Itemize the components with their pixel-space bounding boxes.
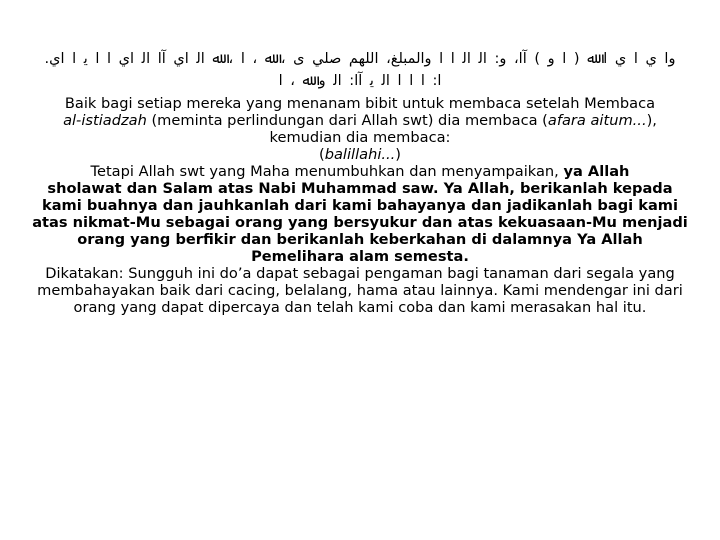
paragraph-balillahi	[30, 146, 690, 163]
close-paren: )	[395, 146, 401, 163]
istiadzah-explanation: (meminta perlindungan dari Allah swt) dia membaca (	[146, 112, 548, 129]
paragraph-prayer-bold: sholawat dan Salam atas Nabi Muhammad saw. Ya Allah, berikanlah kepada kami buahnya dan jauhkanlah dari kami bahayanya dan jadikanlah bagi kami atas nikmat-Mu sebagai orang yang bersyukur dan atas kekuasaan-Mu menjadi orang yang berfikir dan berikanlah keberkahan di dalamnya Ya Allah Pemelihara alam semesta.	[32, 180, 688, 265]
arabic-line-2: ا: ا ا ا ﺍﻟ ﻳ ﺁﺍ: ﺍﻟ ﻭ ﷲ ، ا	[278, 73, 442, 89]
paragraph-istiadzah	[30, 112, 690, 129]
prayer-ya-allah: ya Allah	[563, 163, 630, 180]
prayer-normal-text: Tetapi Allah swt yang Maha menumbuhkan dan menyampaikan,	[90, 163, 564, 180]
arabic-text-block	[30, 48, 690, 92]
paragraph-prayer-start	[30, 163, 690, 180]
term-istiadzah: al-istiadzah	[63, 112, 147, 129]
paragraph-dikatakan: Dikatakan: Sungguh ini do’a dapat sebagai pengaman bagi tanaman dari segala yang membahayakan baik dari cacing, belalang, hama atau lainnya. Kami mendengar ini dari orang yang dapat dipercaya dan telah kami coba dan kami merasakan hal itu.	[37, 265, 683, 316]
closing-paren: ),	[646, 112, 657, 129]
arabic-line-1: وا ي ا ي ا ﷲ ( ا و ) آا، و: ﺍﻟ ﺍﻟ ﺍ ﺍ والمبلغ، اللهم صلي ى ، ﷲ ، ا ، ﷲ ﺍﻟ ﺍﻱ ﺁﺍ ﺍﻟ ﺍﻱ ﺍ ﺍ ﻳ ﺍ ﺍﻱ.	[44, 51, 676, 67]
term-balillahi: balillahi...	[324, 146, 396, 163]
term-afara-aitum: afara aitum...	[547, 112, 647, 129]
paragraph-intro: Baik bagi setiap mereka yang menanam bibit untuk membaca setelah Membaca	[64, 95, 656, 112]
slide-content	[30, 48, 690, 316]
paragraph-then-reads: kemudian dia membaca:	[269, 129, 451, 146]
translation-text-block	[30, 95, 690, 316]
open-paren: (	[319, 146, 325, 163]
